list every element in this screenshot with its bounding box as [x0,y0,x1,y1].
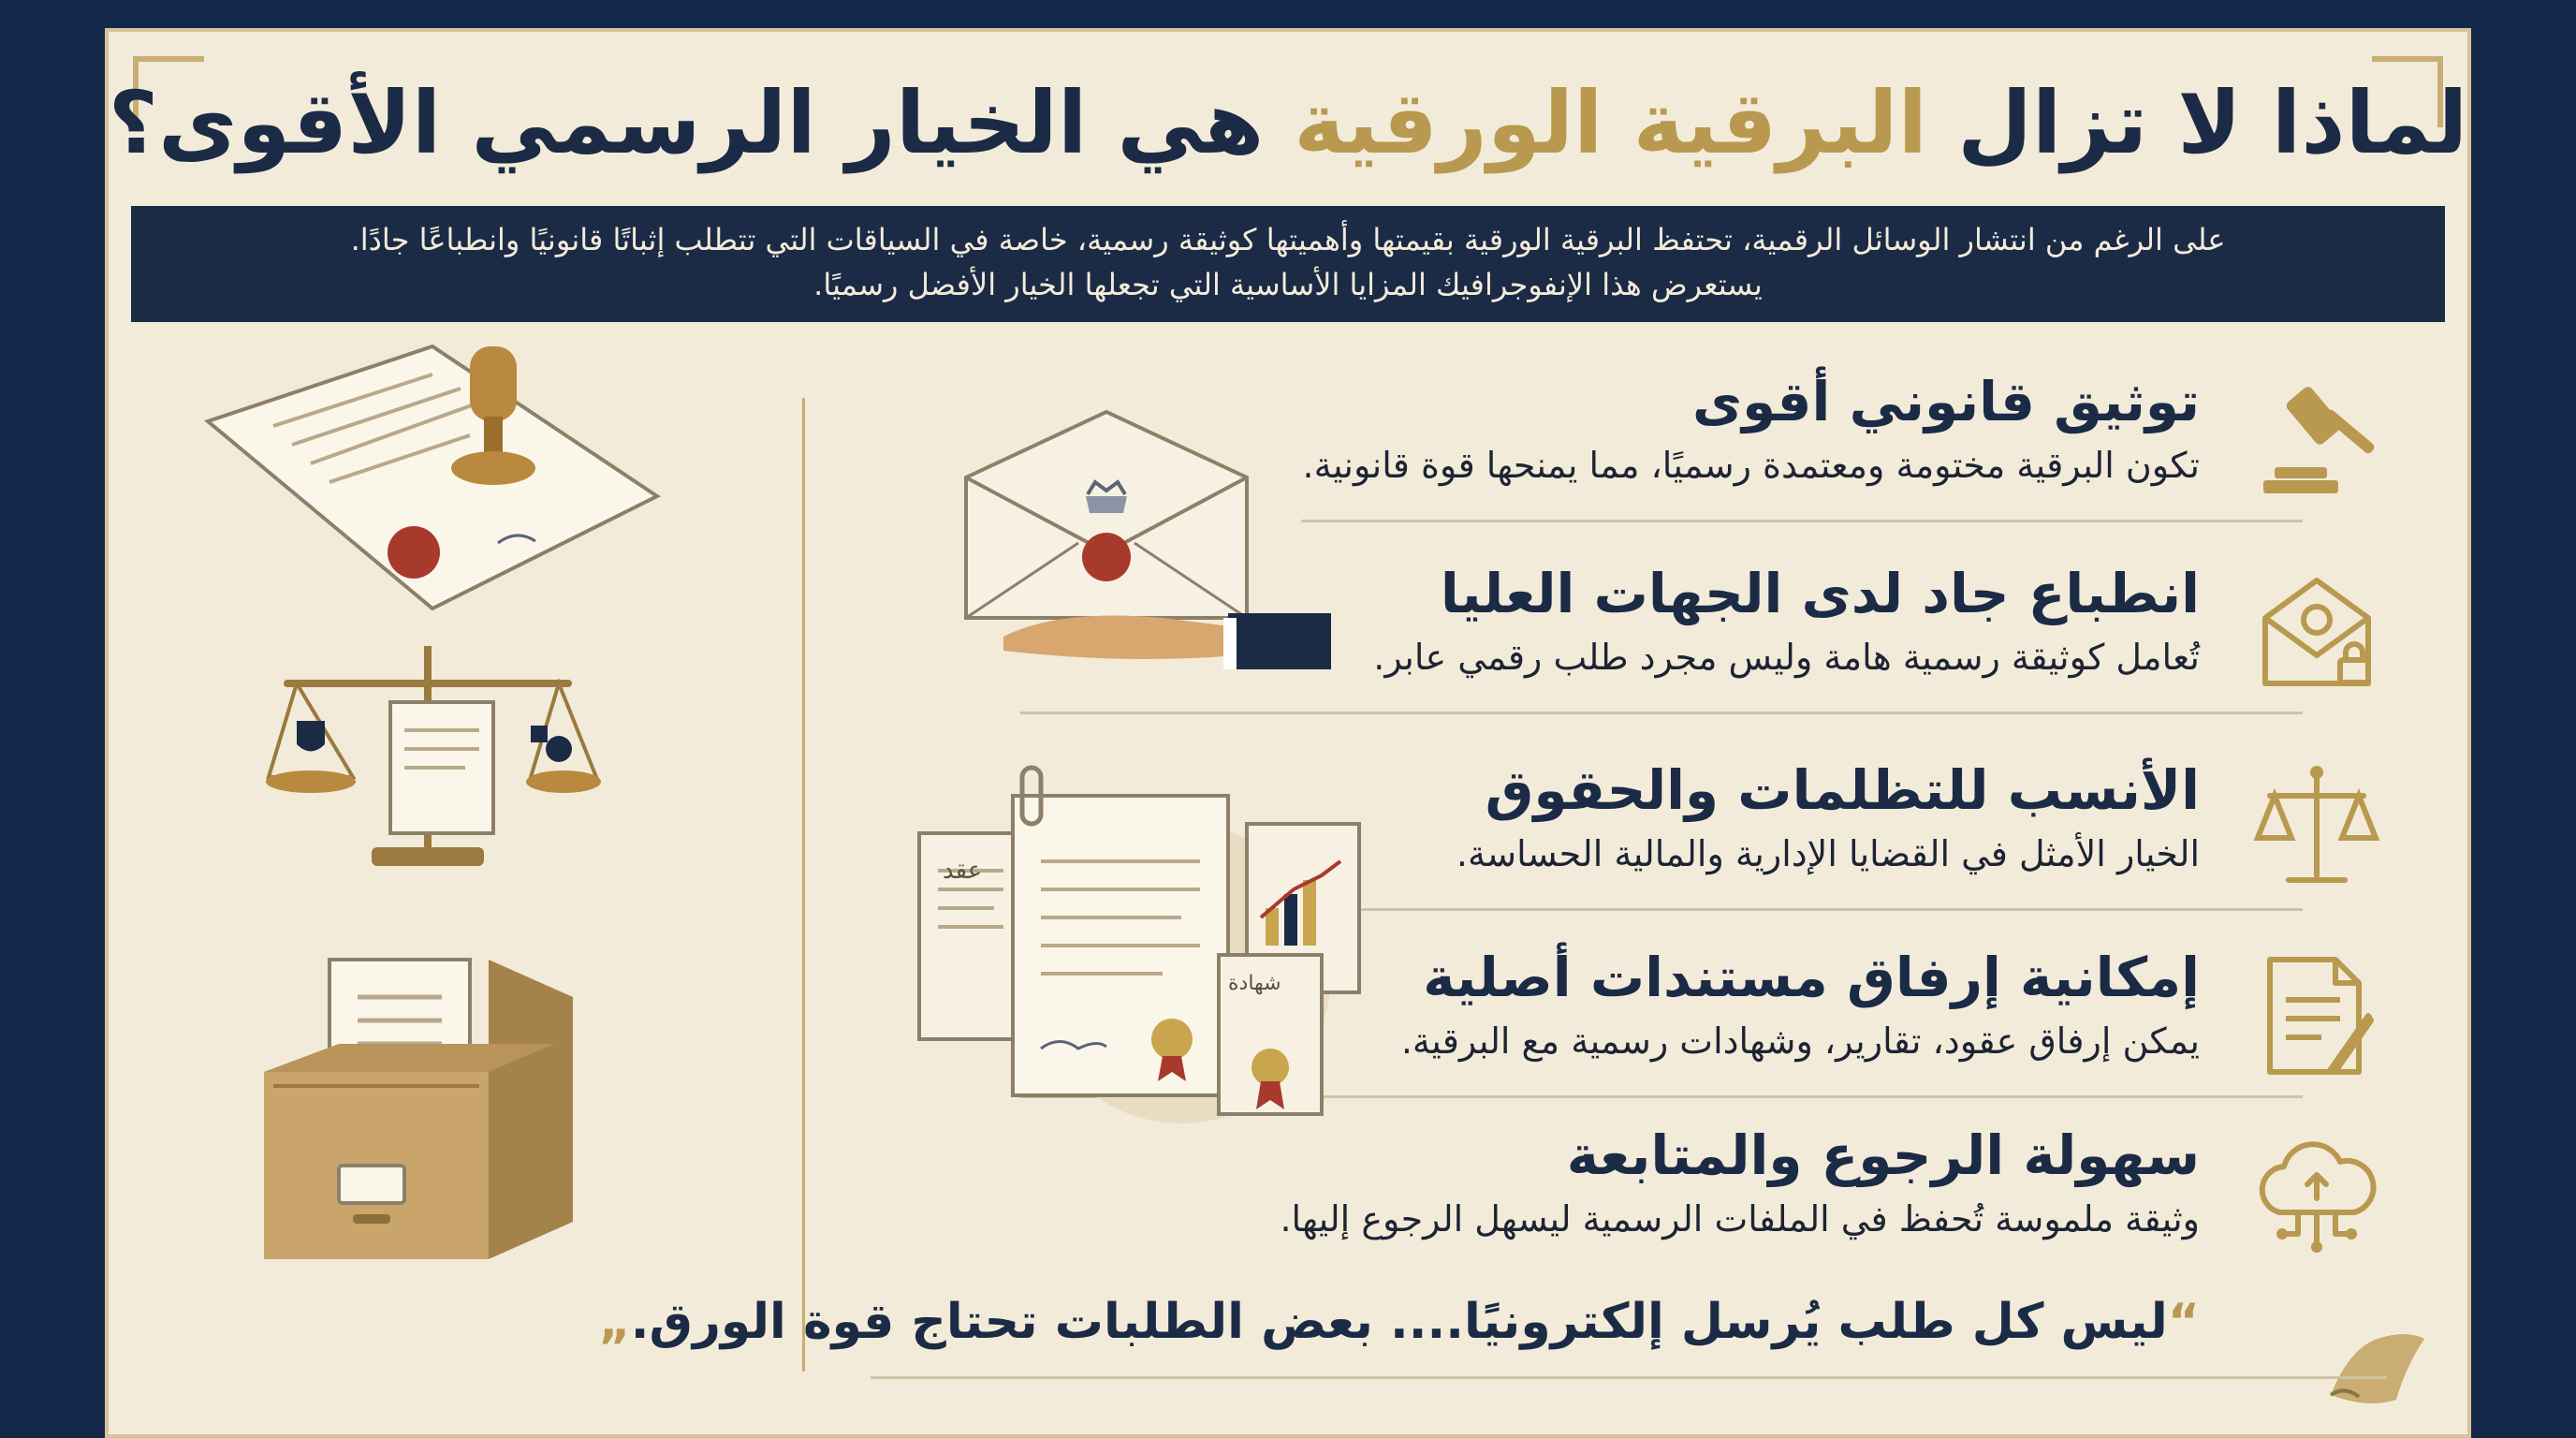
title-part-2: هي الخيار الرسمي الأقوى؟ [108,73,1265,173]
quote-close-mark: „ [598,1294,631,1350]
feature-description: تُعامل كوثيقة رسمية هامة وليس مجرد طلب رقمي عابر. [1373,637,2200,678]
stamped-document-illustration [189,328,676,627]
scroll-icon [2312,1311,2434,1414]
certificate-label: شهادة [1228,972,1281,995]
feature-separator [1020,712,2303,714]
intro-line-1: على الرغم من انتشار الوسائل الرقمية، تحتفظ البرقية الورقية بقيمتها وأهميتها كوثيقة رسمية، خاصة في السياقات التي تتطلب إثباتًا قانونيًا وانطباعًا جادًا. [350,222,2226,257]
title-part-1: لماذا لا تزال [1957,73,2468,173]
envelope-lock-icon [2247,562,2387,702]
quote-separator [871,1376,2387,1379]
title-accent: البرقية الورقية [1294,73,1928,173]
closing-quote [599,1294,2200,1350]
justice-scales-illustration [250,637,606,880]
infographic-card [105,28,2471,1438]
contract-label: عقد [943,857,983,885]
quote-open-mark: “ [2167,1294,2200,1350]
feature-description: يمكن إرفاق عقود، تقارير، وشهادات رسمية مع البرقية. [1400,1020,2200,1062]
gavel-icon [2247,370,2387,510]
documents-bundle-illustration [900,758,1387,1133]
feature-separator [1301,520,2303,522]
scales-icon [2247,758,2387,899]
quote-text: ليس كل طلب يُرسل إلكترونيًا.... بعض الطلبات تحتاج قوة الورق. [630,1294,2168,1350]
feature-description: تكون البرقية مختومة ومعتمدة رسميًا، مما يمنحها قوة قانونية. [1302,445,2200,486]
envelope-hand-illustration [947,393,1340,674]
intro-banner [131,206,2445,322]
feature-title: الأنسب للتظلمات والحقوق [1485,758,2200,822]
filing-drawer-illustration [245,941,657,1278]
feature-title: سهولة الرجوع والمتابعة [1566,1123,2200,1187]
page-title [105,73,2471,173]
feature-title: انطباع جاد لدى الجهات العليا [1440,562,2200,625]
column-divider [802,398,805,1372]
feature-description: الخيار الأمثل في القضايا الإدارية والمالية الحساسة. [1456,833,2200,874]
feature-title: توثيق قانوني أقوى [1692,370,2200,433]
document-pen-icon [2247,946,2387,1086]
cloud-network-icon [2247,1123,2387,1264]
feature-title: إمكانية إرفاق مستندات أصلية [1423,946,2200,1009]
feature-easy-reference [889,1123,2387,1283]
feature-description: وثيقة ملموسة تُحفظ في الملفات الرسمية ليسهل الرجوع إليها. [1280,1198,2200,1240]
intro-line-2: يستعرض هذا الإنفوجرافيك المزايا الأساسية التي تجعلها الخيار الأفضل رسميًا. [813,267,1763,302]
